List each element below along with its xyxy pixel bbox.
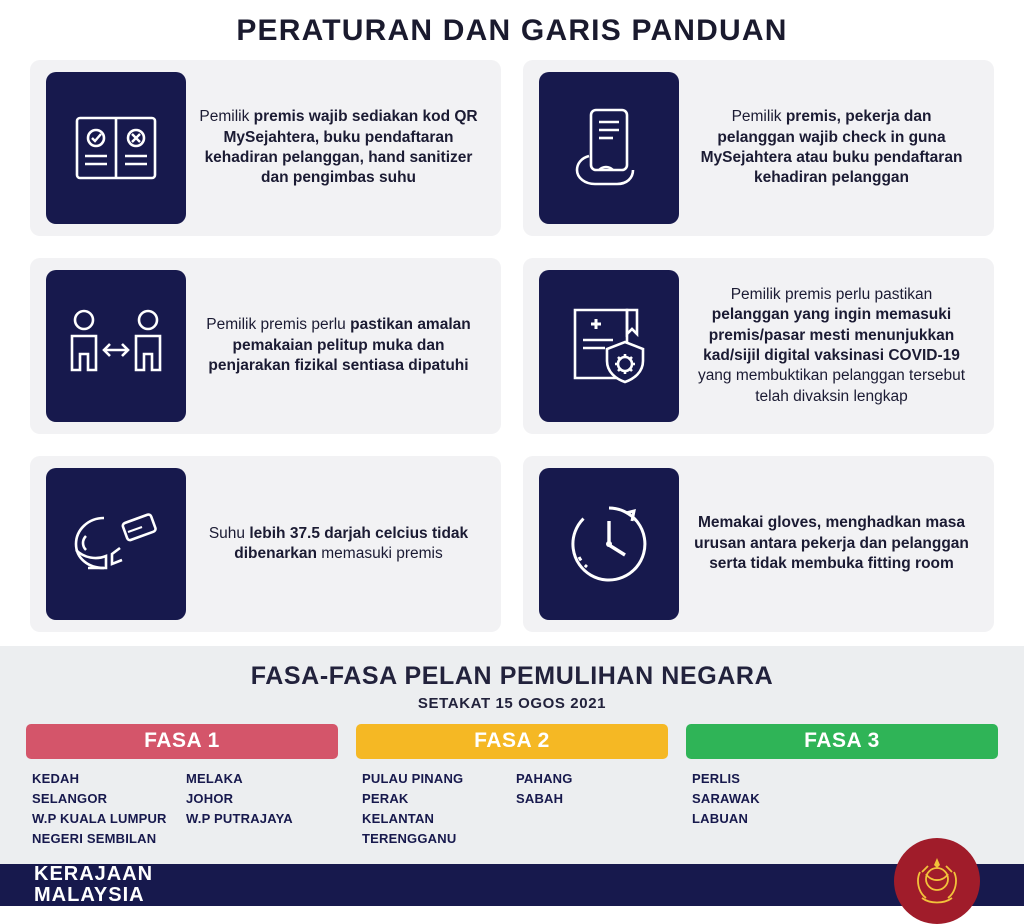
rule-card — [30, 456, 501, 632]
government-label-line1: KERAJAAN — [34, 862, 154, 885]
phase-2-header: FASA 2 — [356, 724, 668, 759]
list-item: PAHANG — [516, 771, 573, 786]
list-item: SARAWAK — [692, 791, 760, 807]
phases-section — [0, 646, 1024, 864]
phase-2-states — [356, 759, 668, 850]
phase-column-3 — [686, 724, 998, 850]
phase-1-states — [26, 759, 338, 850]
vaccination-certificate-icon — [539, 270, 679, 422]
page-title: PERATURAN DAN GARIS PANDUAN — [236, 14, 788, 47]
government-label — [0, 864, 153, 906]
list-item: TERENGGANU — [362, 831, 457, 847]
phase-columns — [26, 724, 998, 850]
physical-distancing-icon — [46, 270, 186, 422]
list-item — [516, 809, 664, 829]
rule-card — [523, 258, 994, 434]
malaysia-crest-icon — [894, 838, 980, 924]
list-item: W.P PUTRAJAYA — [186, 811, 293, 827]
rule-text: Suhu lebih 37.5 darjah celcius tidak dibenarkan memasuki premis — [208, 524, 469, 562]
rules-grid — [0, 60, 1024, 646]
list-item: JOHOR — [186, 791, 234, 807]
list-item: NEGERI SEMBILAN — [32, 831, 157, 847]
rule-text: Pemilik premis, pekerja dan pelanggan wajib check in guna MySejahtera atau buku pendaftaran kehadiran pelanggan — [700, 108, 963, 187]
rule-card — [523, 456, 994, 632]
thermometer-scan-icon — [46, 468, 186, 620]
phase-column-1 — [26, 724, 338, 850]
clock-icon — [539, 468, 679, 620]
phase-3-states — [686, 759, 998, 829]
phone-checkin-hand-icon — [539, 72, 679, 224]
footer — [0, 864, 1024, 906]
rule-card — [30, 60, 501, 236]
rule-card — [523, 60, 994, 236]
rule-card — [30, 258, 501, 434]
list-item: KELANTAN — [362, 811, 435, 827]
phase-3-header: FASA 3 — [686, 724, 998, 759]
rule-text: Pemilik premis wajib sediakan kod QR MySejahtera, buku pendaftaran kehadiran pelanggan, hand sanitizer dan pengimbas suhu — [199, 108, 478, 187]
list-item: PULAU PINANG — [362, 771, 464, 786]
list-item: MELAKA — [186, 771, 243, 786]
rule-text: Memakai gloves, menghadkan masa urusan antara pekerja dan pelanggan serta tidak membuka fitting room — [694, 514, 969, 573]
list-item — [186, 829, 334, 849]
list-item — [516, 829, 664, 849]
phase-1-header: FASA 1 — [26, 724, 338, 759]
phases-subtitle: SETAKAT 15 OGOS 2021 — [417, 695, 607, 712]
list-item: KEDAH — [32, 771, 80, 786]
list-item: SABAH — [516, 791, 564, 807]
phases-title: FASA-FASA PELAN PEMULIHAN NEGARA — [250, 662, 774, 690]
list-item: W.P KUALA LUMPUR — [32, 811, 167, 827]
rule-text: Pemilik premis perlu pastikan pelanggan yang ingin memasuki premis/pasar mesti menunjukkan kad/sijil digital vaksinasi COVID-19 yang membuktikan pelanggan tersebut telah divaksin lengkap — [697, 285, 966, 405]
phase-column-2 — [356, 724, 668, 850]
list-item: LABUAN — [692, 811, 749, 827]
list-item: SELANGOR — [32, 791, 108, 807]
rule-text: Pemilik premis perlu pastikan amalan pemakaian pelitup muka dan penjarakan fizikal sentiasa dipatuhi — [206, 316, 471, 375]
list-item: PERLIS — [692, 771, 741, 786]
list-item: PERAK — [362, 791, 409, 807]
registration-book-icon — [46, 72, 186, 224]
government-label-line2: MALAYSIA — [34, 883, 145, 906]
